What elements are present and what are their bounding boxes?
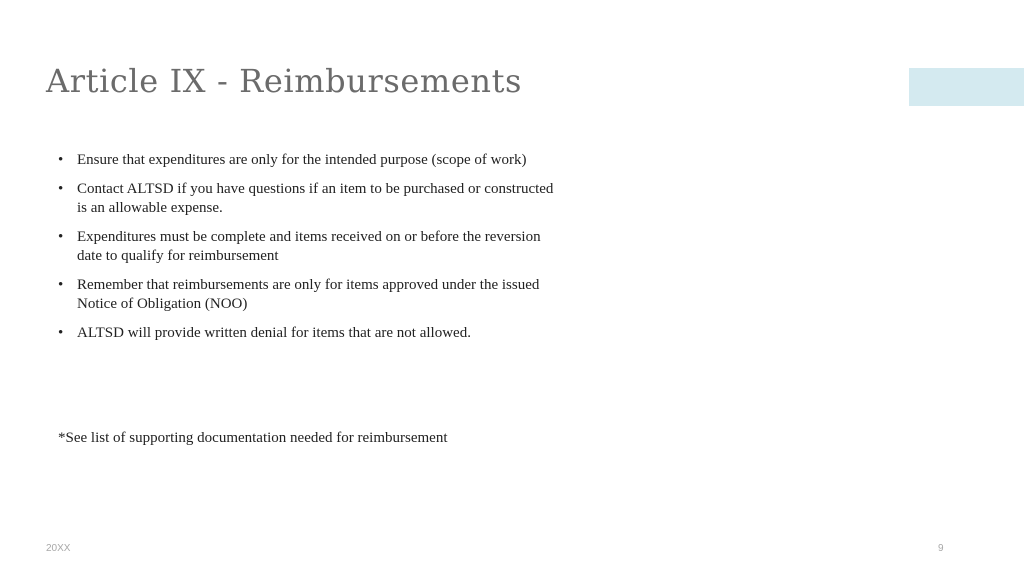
bullet-list [58, 151, 558, 353]
bullet-item [58, 324, 558, 343]
bullet-text: Ensure that expenditures are only for the intended purpose (scope of work) [77, 152, 527, 168]
bullet-text: ALTSD will provide written denial for items that are not allowed. [77, 325, 471, 341]
bullet-text: Expenditures must be complete and items received on or before the reversion date to qualify for reimbursement [77, 229, 541, 264]
bullet-dot-icon: • [58, 152, 64, 168]
bullet-item [58, 228, 558, 266]
footer-date: 20XX [46, 543, 71, 554]
bullet-dot-icon: • [58, 181, 64, 197]
bullet-dot-icon: • [58, 325, 64, 341]
accent-bar [909, 68, 1024, 106]
page-number: 9 [938, 543, 944, 554]
bullet-text: Contact ALTSD if you have questions if an item to be purchased or constructed is an allowable expense. [77, 181, 554, 216]
bullet-dot-icon: • [58, 277, 64, 293]
bullet-item [58, 180, 558, 218]
bullet-item [58, 276, 558, 314]
bullet-dot-icon: • [58, 229, 64, 245]
footnote: *See list of supporting documentation needed for reimbursement [58, 430, 448, 446]
bullet-text: Remember that reimbursements are only for items approved under the issued Notice of Obligation (NOO) [77, 277, 540, 312]
slide-title: Article IX - Reimbursements [46, 62, 523, 100]
bullet-item [58, 151, 558, 170]
